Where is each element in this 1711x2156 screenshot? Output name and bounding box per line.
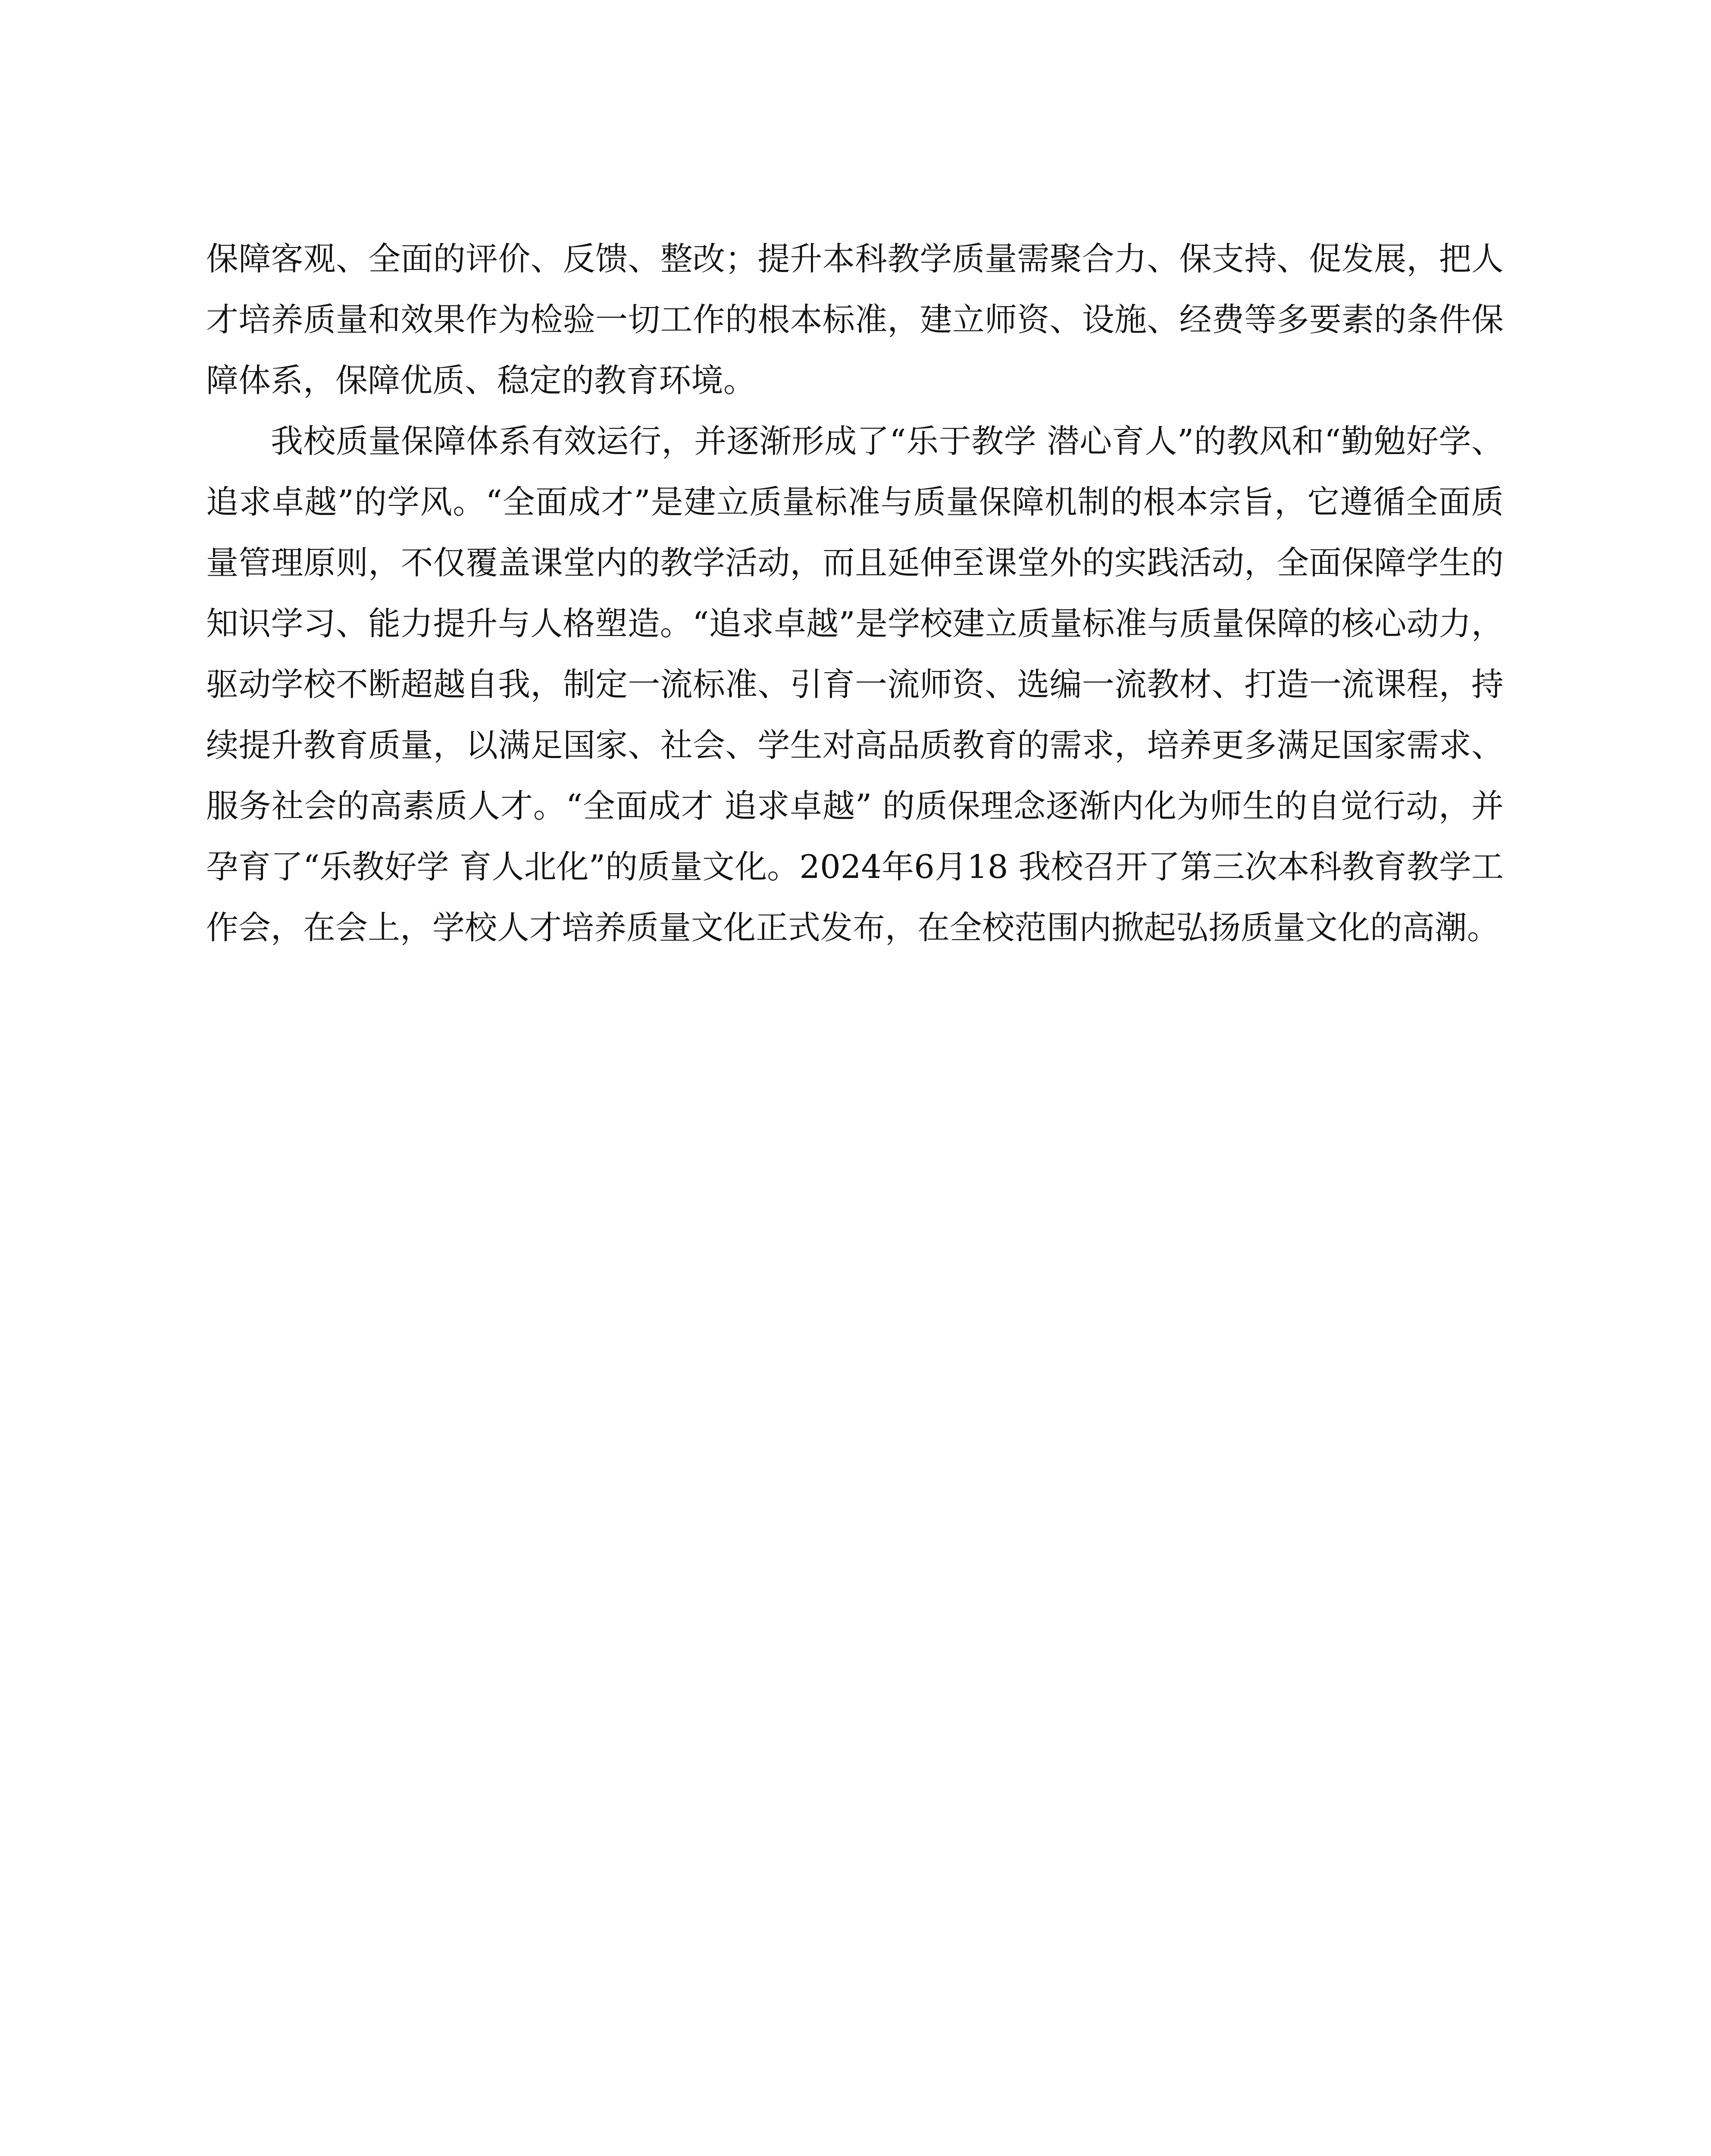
body-text	[206, 229, 1504, 958]
paragraph-continued: 保障客观、全面的评价、反馈、整改；提升本科教学质量需聚合力、保支持、促发展，把人才培养质量和效果作为检验一切工作的根本标准，建立师资、设施、经费等多要素的条件保障体系，保障优质、稳定的教育环境。	[206, 240, 1504, 399]
paragraph-quality-culture: 我校质量保障体系有效运行，并逐渐形成了“乐于教学 潜心育人”的教风和“勤勉好学、追求卓越”的学风。“全面成才”是建立质量标准与质量保障机制的根本宗旨，它遵循全面质量管理原则，不仅覆盖课堂内的教学活动，而且延伸至课堂外的实践活动，全面保障学生的知识学习、能力提升与人格塑造。“追求卓越”是学校建立质量标准与质量保障的核心动力，驱动学校不断超越自我，制定一流标准、引育一流师资、选编一流教材、打造一流课程，持续提升教育质量，以满足国家、社会、学生对高品质教育的需求，培养更多满足国家需求、服务社会的高素质人才。“全面成才 追求卓越” 的质保理念逐渐内化为师生的自觉行动，并孕育了“乐教好学 育人北化”的质量文化。2024年6月18 我校召开了第三次本科教育教学工作会，在会上，学校人才培养质量文化正式发布，在全校范围内掀起弘扬质量文化的高潮。	[206, 422, 1504, 946]
